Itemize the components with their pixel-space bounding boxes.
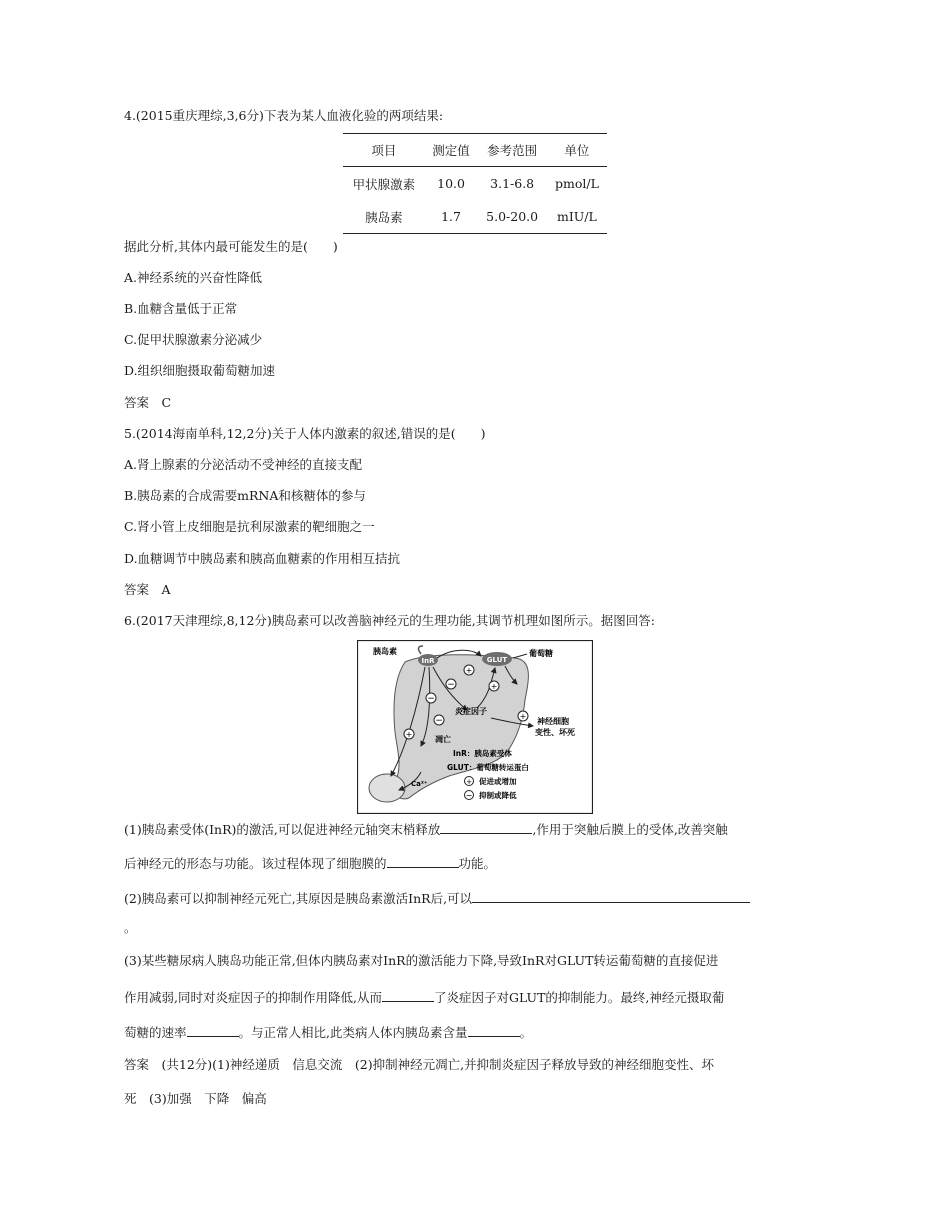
q4-stem: 4.(2015重庆理综,3,6分)下表为某人血液化验的两项结果: [124,108,444,123]
q6-part3-line2 [124,988,724,1006]
q6-part3-text-d: 。与正常人相比,此类病人体内胰岛素含量 [238,1025,468,1040]
synaptic-terminal [369,774,405,802]
q6-part3-line3 [124,1023,532,1041]
mechanism-diagram [357,640,593,814]
table-cell: 10.0 [437,176,465,191]
table-row [343,167,607,201]
inhibit-sign-3 [434,715,444,726]
svg-text:+: + [519,712,527,721]
header-item: 项目 [343,134,425,167]
label-inr: InR [421,657,435,665]
promote-sign-4 [518,711,528,721]
q6-answer-line1: 答案 (共12分)(1)神经递质 信息交流 (2)抑制神经元凋亡,并抑制炎症因子释放导致的神经细胞变性、坏 [124,1057,715,1072]
q6-part1-text-c: 后神经元的形态与功能。该过程体现了细胞膜的 [124,856,387,871]
answer-blank-6[interactable] [468,1023,520,1037]
header-unit: 单位 [547,134,607,167]
q5-stem: 5.(2014海南单科,12,2分)关于人体内激素的叙述,错误的是( ) [124,426,486,441]
header-range: 参考范围 [477,134,546,167]
answer-blank-3[interactable] [472,889,750,903]
table-cell: 3.1-6.8 [490,176,535,191]
answer-blank-4[interactable] [382,988,434,1002]
legend-glut: GLUT：葡萄糖转运蛋白 [447,763,529,772]
q5-option-c: C.肾小管上皮细胞是抗利尿激素的靶细胞之一 [124,519,375,534]
table-header-row [343,134,607,167]
svg-text:+: + [466,778,472,786]
q4-option-b: B.血糖含量低于正常 [124,301,238,316]
q5-option-d: D.血糖调节中胰岛素和胰高血糖素的作用相互拮抗 [124,551,401,566]
inhibit-sign-1 [446,679,456,690]
promote-sign-2 [404,729,414,739]
svg-text:−: − [447,680,455,690]
answer-blank-5[interactable] [187,1023,239,1037]
q5-answer: 答案 A [124,582,171,597]
label-calcium: Ca²⁺ [411,780,428,788]
q6-part1-text-a: (1)胰岛素受体(InR)的激活,可以促进神经元轴突末梢释放 [124,822,441,837]
q6-answer-line2: 死 (3)加强 下降 偏高 [124,1091,267,1106]
q6-part2-line1 [124,889,750,907]
promote-sign-1 [464,665,474,675]
label-inflammatory-factor: 炎症因子 [455,707,487,716]
q4-option-a: A.神经系统的兴奋性降低 [124,270,263,285]
q6-part3-text-a: 作用减弱,同时对炎症因子的抑制作用降低,从而 [124,990,382,1005]
q6-part2-text: (2)胰岛素可以抑制神经元死亡,其原因是胰岛素激活InR后,可以 [124,891,473,906]
label-glut: GLUT [486,656,508,664]
answer-blank-1[interactable] [440,820,532,834]
q6-stem: 6.(2017天津理综,8,12分)胰岛素可以改善脑神经元的生理功能,其调节机理如图所示。据图回答: [124,613,655,628]
label-insulin: 胰岛素 [373,647,397,656]
svg-text:+: + [490,682,498,691]
insulin-mechanism-figure [357,640,593,814]
label-neuron-line2: 变性、坏死 [535,728,575,737]
table-row [343,200,607,234]
svg-text:−: − [435,716,443,726]
svg-text:−: − [465,791,473,800]
table-cell: mIU/L [557,209,597,224]
q4-option-d: D.组织细胞摄取葡萄糖加速 [124,363,276,378]
q4-option-c: C.促甲状腺激素分泌减少 [124,332,263,347]
q6-part3-text-c: 萄糖的速率 [124,1025,187,1040]
svg-text:−: − [427,694,435,704]
svg-text:促进或增加: 促进或增加 [479,777,517,786]
q4-answer: 答案 C [124,395,172,410]
q6-part1-text-b: ,作用于突触后膜上的受体,改善突触 [532,822,728,837]
table-cell: 甲状腺激素 [352,176,416,192]
q6-part2-line2: 。 [124,920,137,935]
table-cell: 5.0-20.0 [486,209,539,224]
answer-blank-2[interactable] [387,854,459,868]
table-cell: pmol/L [554,176,599,191]
promote-sign-3 [489,681,499,691]
q6-part3-line1: (3)某些糖尿病人胰岛功能正常,但体内胰岛素对InR的激活能力下降,导致InR对GLUT转运葡萄糖的直接促进 [124,953,719,968]
table-cell: 胰岛素 [365,209,403,225]
inhibit-sign-2 [426,693,436,704]
label-glucose: 葡萄糖 [529,649,553,658]
label-apoptosis: 凋亡 [435,735,451,744]
q6-part1-line2 [124,854,496,872]
q6-part3-text-b: 了炎症因子对GLUT的抑制能力。最终,神经元摄取葡 [433,990,725,1005]
legend-inr: InR：胰岛素受体 [453,749,512,758]
blood-test-table [343,133,607,234]
header-value: 测定值 [425,134,478,167]
label-neuron-line1: 神经细胞 [537,717,569,726]
legend-inhibit [465,790,517,800]
svg-text:抑制或降低: 抑制或降低 [479,791,517,800]
q5-option-a: A.肾上腺素的分泌活动不受神经的直接支配 [124,457,363,472]
q5-option-b: B.胰岛素的合成需要mRNA和核糖体的参与 [124,488,366,503]
svg-text:+: + [465,666,473,675]
q4-question: 据此分析,其体内最可能发生的是( ) [124,239,338,254]
q6-part1-text-d: 功能。 [458,856,497,871]
legend-promote [465,776,517,786]
q6-part1-line1 [124,820,728,838]
svg-text:+: + [405,730,413,739]
table-cell: 1.7 [441,209,461,224]
q6-part3-text-e: 。 [519,1025,533,1040]
